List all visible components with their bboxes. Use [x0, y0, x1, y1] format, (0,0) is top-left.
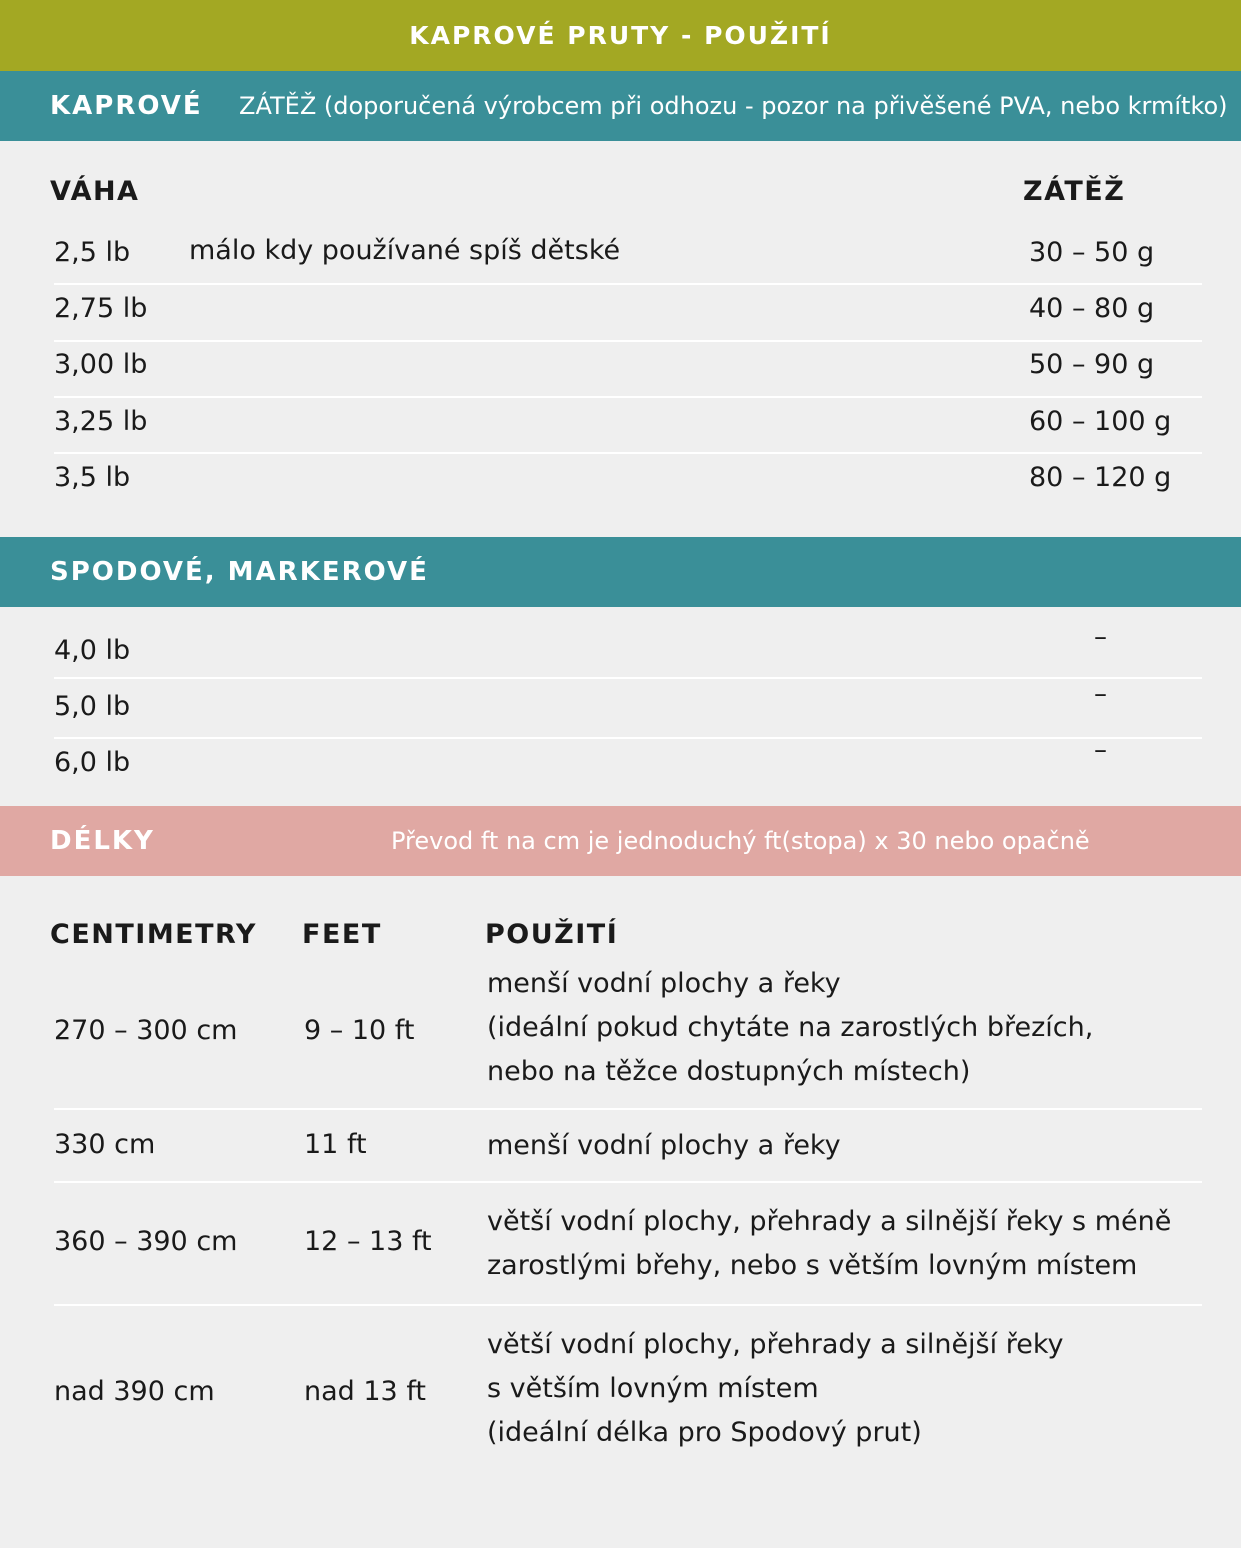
weight-cell: 3,5 lb [54, 462, 131, 493]
load-cell: 80 – 120 g [1029, 462, 1172, 493]
feet-cell: 12 – 13 ft [304, 1226, 432, 1257]
section-title-lengths: DÉLKY [50, 826, 155, 856]
cm-cell: nad 390 cm [54, 1376, 215, 1407]
section-title-spod: SPODOVÉ, MARKEROVÉ [50, 557, 429, 587]
section-note-lengths: Převod ft na cm je jednoduchý ft(stopa) x 30 nebo opačně [391, 827, 1090, 855]
cm-cell: 270 – 300 cm [54, 1015, 238, 1046]
comment-cell: málo kdy používané spíš dětské [189, 235, 621, 266]
section-header-lengths [0, 806, 1241, 876]
row-divider [54, 340, 1202, 342]
load-cell: 60 – 100 g [1029, 406, 1172, 437]
weight-cell: 4,0 lb [54, 635, 131, 666]
row-divider [54, 452, 1202, 454]
weight-cell: 6,0 lb [54, 747, 131, 778]
weight-cell: 5,0 lb [54, 691, 131, 722]
row-divider [54, 396, 1202, 398]
feet-cell: nad 13 ft [304, 1376, 426, 1407]
column-header-weight: VÁHA [50, 176, 140, 207]
use-line: větší vodní plochy, přehrady a silnější řeky [487, 1329, 1064, 1360]
weight-cell: 3,00 lb [54, 349, 148, 380]
feet-cell: 9 – 10 ft [304, 1015, 415, 1046]
load-cell: 30 – 50 g [1029, 237, 1155, 268]
weight-cell: 2,75 lb [54, 293, 148, 324]
load-cell: – [1094, 735, 1107, 765]
load-cell: 40 – 80 g [1029, 293, 1155, 324]
column-header-load: ZÁTĚŽ [1023, 176, 1126, 207]
section-note-carp: ZÁTĚŽ (doporučená výrobcem při odhozu - pozor na přivěšené PVA, nebo krmítko) [239, 92, 1228, 120]
section-header-carp [0, 71, 1241, 141]
weight-cell: 3,25 lb [54, 406, 148, 437]
column-header-feet: FEET [302, 919, 382, 950]
use-line: menší vodní plochy a řeky [487, 968, 841, 999]
page-title: KAPROVÉ PRUTY - POUŽITÍ [409, 21, 832, 50]
column-header-use: POUŽITÍ [485, 919, 619, 950]
row-divider [54, 283, 1202, 285]
row-divider [54, 1304, 1202, 1306]
weight-cell: 2,5 lb [54, 237, 131, 268]
cm-cell: 360 – 390 cm [54, 1226, 238, 1257]
use-cell [487, 1200, 1171, 1288]
use-line: nebo na těžce dostupných místech) [487, 1056, 971, 1087]
section-title-carp: KAPROVÉ [50, 91, 203, 121]
use-cell [487, 1124, 841, 1168]
use-line: zarostlými břehy, nebo s větším lovným místem [487, 1250, 1138, 1281]
use-line: (ideální pokud chytáte na zarostlých březích, [487, 1012, 1094, 1043]
cm-cell: 330 cm [54, 1129, 156, 1160]
use-line: (ideální délka pro Spodový prut) [487, 1417, 922, 1448]
page-title-band [0, 0, 1241, 71]
row-divider [54, 737, 1202, 739]
feet-cell: 11 ft [304, 1129, 367, 1160]
row-divider [54, 677, 1202, 679]
use-line: menší vodní plochy a řeky [487, 1130, 841, 1161]
load-cell: 50 – 90 g [1029, 349, 1155, 380]
use-cell [487, 962, 1093, 1094]
section-header-spod [0, 537, 1241, 607]
use-line: s větším lovným místem [487, 1373, 819, 1404]
row-divider [54, 1181, 1202, 1183]
row-divider [54, 1108, 1202, 1110]
use-cell [487, 1323, 1063, 1455]
load-cell: – [1094, 622, 1107, 652]
column-header-cm: CENTIMETRY [50, 919, 257, 950]
use-line: větší vodní plochy, přehrady a silnější řeky s méně [487, 1206, 1172, 1237]
load-cell: – [1094, 679, 1107, 709]
